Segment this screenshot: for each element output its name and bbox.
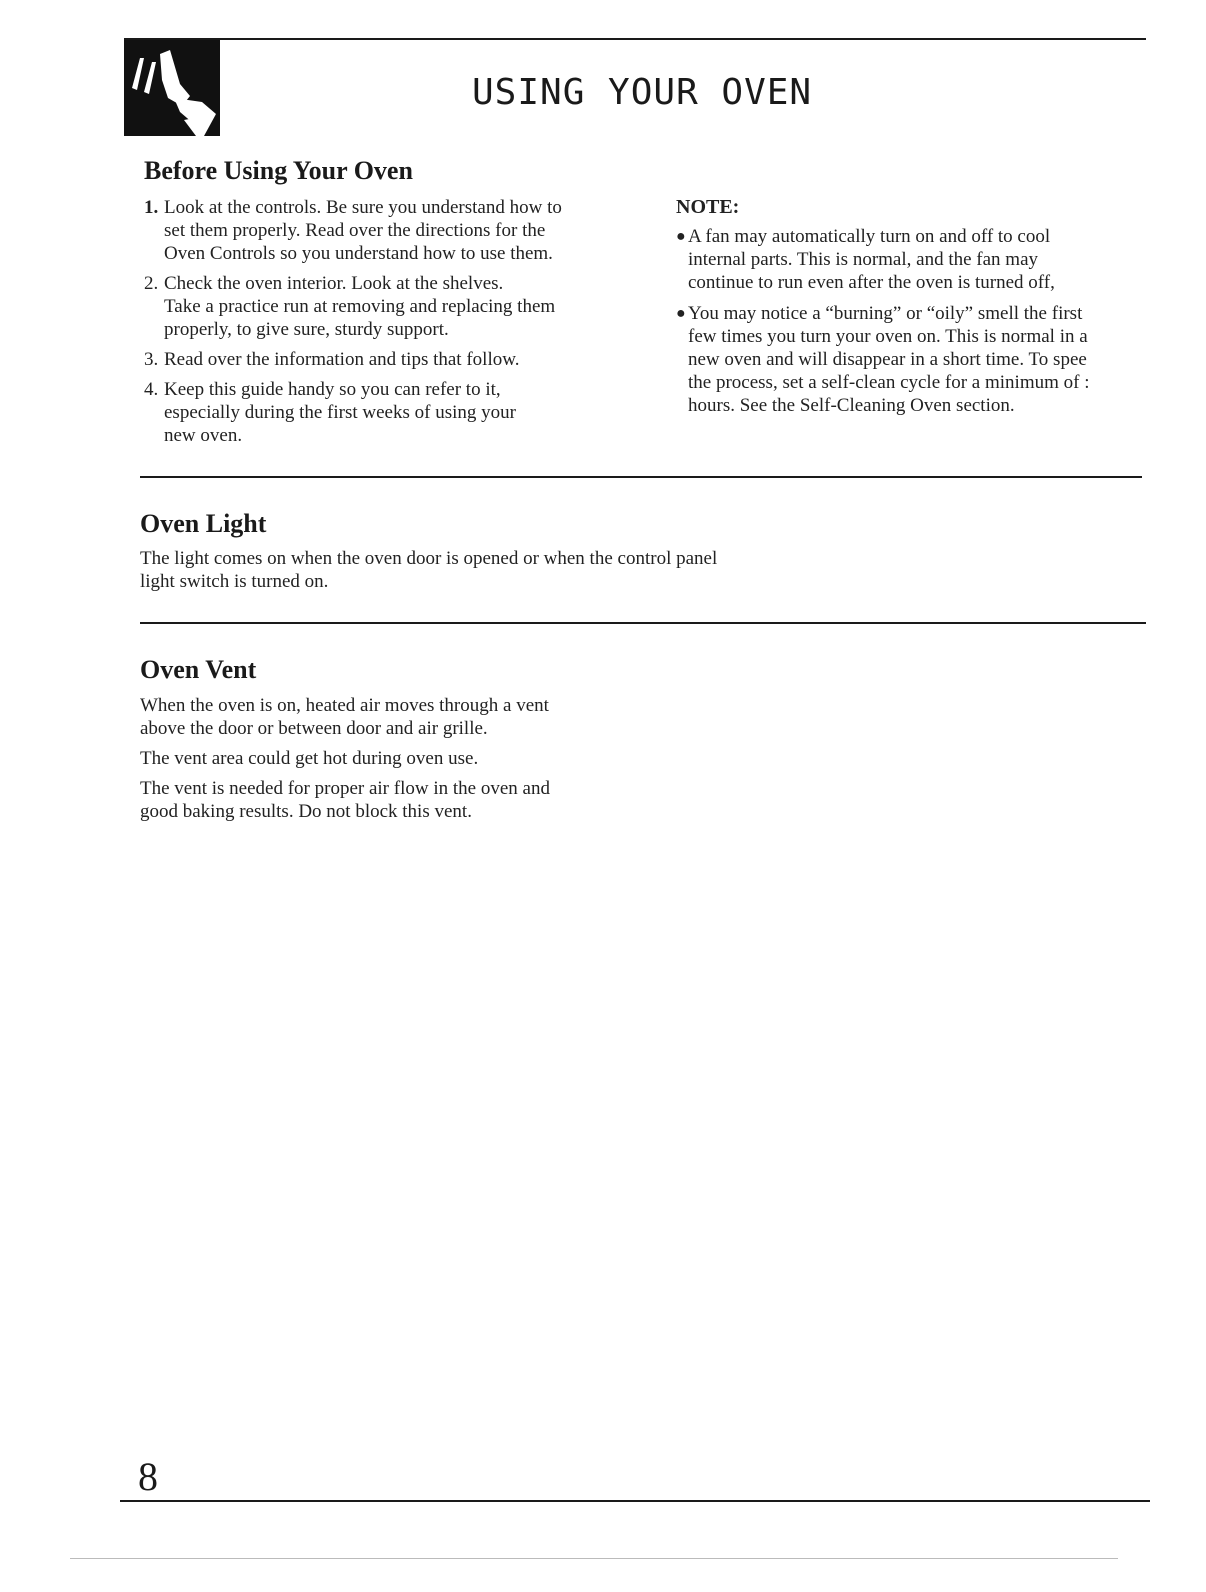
oven-vent-line: The vent area could get hot during oven use.	[140, 748, 479, 769]
step-item	[144, 196, 634, 265]
note-bullet-item	[676, 302, 1146, 417]
step-line: set them properly. Read over the directions for the	[164, 220, 546, 241]
bullet-dot-icon: ●	[676, 228, 686, 245]
bullet-dot-icon: ●	[676, 305, 686, 322]
oven-vent-line: When the oven is on, heated air moves through a vent	[140, 695, 549, 716]
note-bullet-item	[676, 225, 1146, 294]
oven-vent-line: The vent is needed for proper air flow in the oven and	[140, 778, 550, 799]
hand-pressing-button-icon	[124, 40, 220, 136]
step-line: Take a practice run at removing and replacing them	[164, 296, 556, 317]
step-line: Oven Controls so you understand how to use them.	[164, 243, 553, 264]
oven-light-text	[140, 547, 717, 593]
step-item	[144, 378, 634, 447]
step-line: Read over the information and tips that follow.	[164, 349, 520, 370]
section-heading-oven-light: Oven Light	[140, 509, 267, 538]
step-line: properly, to give sure, sturdy support.	[164, 319, 449, 340]
step-line: especially during the first weeks of using your	[164, 402, 516, 423]
note-bullets	[676, 225, 1146, 417]
oven-light-line: light switch is turned on.	[140, 571, 329, 592]
oven-vent-paragraph	[140, 777, 550, 823]
step-line: Keep this guide handy so you can refer to it,	[164, 379, 501, 400]
step-line: Check the oven interior. Look at the shelves.	[164, 273, 504, 294]
section-heading-oven-vent: Oven Vent	[140, 655, 257, 684]
step-number: 3.	[144, 349, 159, 370]
step-number: 2.	[144, 273, 159, 294]
page-title: USING YOUR OVEN	[472, 72, 813, 113]
oven-vent-line: above the door or between door and air grille.	[140, 718, 488, 739]
oven-vent-paragraph	[140, 747, 478, 770]
note-line: hours. See the Self-Cleaning Oven section.	[688, 395, 1015, 416]
note-line: new oven and will disappear in a short time. To spee	[688, 349, 1087, 370]
note-line: internal parts. This is normal, and the fan may	[688, 249, 1039, 270]
header-rule	[124, 38, 1146, 40]
oven-vent-paragraph	[140, 694, 549, 740]
before-using-steps	[144, 196, 634, 454]
note-label: NOTE:	[676, 196, 740, 218]
page-number: 8	[138, 1454, 158, 1499]
note-line: continue to run even after the oven is turned off,	[688, 272, 1055, 293]
oven-light-line: The light comes on when the oven door is opened or when the control panel	[140, 548, 718, 569]
note-line: You may notice a “burning” or “oily” smell the first	[688, 303, 1083, 324]
step-item	[144, 348, 634, 371]
footer-rule	[120, 1500, 1150, 1502]
note-box	[676, 196, 1146, 425]
step-line: new oven.	[164, 425, 243, 446]
note-line: few times you turn your oven on. This is normal in a	[688, 326, 1088, 347]
step-line: Look at the controls. Be sure you understand how to	[164, 197, 562, 218]
section-heading-before-using: Before Using Your Oven	[144, 156, 413, 185]
note-line: the process, set a self-clean cycle for a minimum of :	[688, 372, 1090, 393]
step-item	[144, 272, 634, 341]
note-line: A fan may automatically turn on and off to cool	[688, 226, 1051, 247]
scan-edge-line	[70, 1558, 1118, 1559]
section-divider	[140, 622, 1146, 624]
step-number: 1.	[144, 197, 159, 218]
step-number: 4.	[144, 379, 159, 400]
oven-vent-line: good baking results. Do not block this vent.	[140, 801, 472, 822]
section-divider	[140, 476, 1142, 478]
